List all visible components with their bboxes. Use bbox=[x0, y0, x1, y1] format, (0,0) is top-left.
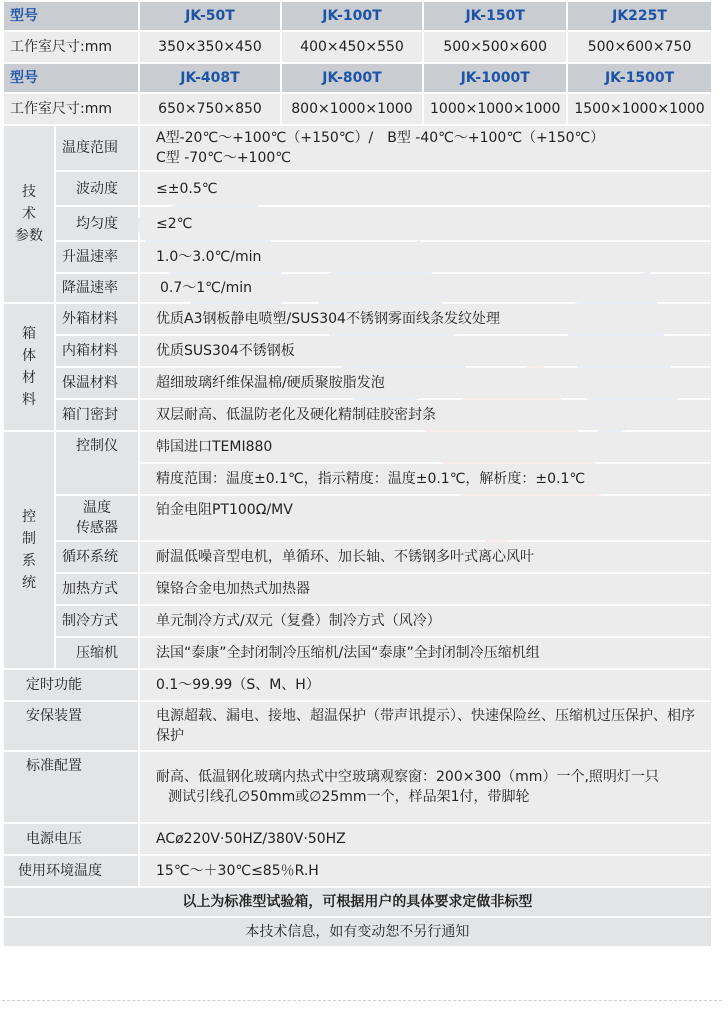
tech-row-fluctuation bbox=[4, 172, 711, 205]
model-name: JK-800T bbox=[282, 64, 422, 92]
spec-label: 电源电压 bbox=[4, 824, 138, 854]
standard-row bbox=[4, 752, 711, 822]
spec-value: 铂金电阻PT100Ω/MV bbox=[140, 496, 711, 540]
spec-label: 保温材料 bbox=[56, 368, 138, 398]
chamber-size-value: 500×600×750 bbox=[568, 32, 710, 62]
spec-value: 精度范围：温度±0.1℃，指示精度：温度±0.1℃，解析度：±0.1℃ bbox=[140, 464, 711, 494]
timer-row bbox=[4, 670, 711, 700]
model-name: JK-50T bbox=[140, 2, 280, 30]
spec-value: 韩国进口TEMI880 bbox=[140, 432, 711, 462]
model-name: JK-100T bbox=[282, 2, 422, 30]
standard-note: 以上为标准型试验箱，可根据用户的具体要求定做非标型 bbox=[4, 888, 711, 916]
control-category: 控 制 系 统 bbox=[4, 432, 54, 668]
spec-label: 标准配置 bbox=[4, 752, 138, 822]
tech-row-temp-range bbox=[4, 126, 711, 170]
spec-label: 温度范围 bbox=[56, 126, 138, 170]
tech-row-heat-rate bbox=[4, 242, 711, 272]
box-row-door-seal bbox=[4, 400, 711, 430]
spec-value: 双层耐高、低温防老化及硬化精制硅胶密封条 bbox=[140, 400, 711, 430]
control-row-controller-1 bbox=[4, 432, 711, 462]
model-header-row-2 bbox=[4, 64, 711, 92]
spec-value: 0.7～1℃/min bbox=[140, 274, 711, 302]
note-row-1 bbox=[4, 888, 711, 916]
box-row-outer bbox=[4, 304, 711, 334]
spec-value: 超细玻璃纤维保温棉/硬质聚胺脂发泡 bbox=[140, 368, 711, 398]
spec-value: 耐温低噪音型电机，单循环、加长轴、不锈钢多叶式离心风叶 bbox=[140, 542, 711, 572]
spec-label: 定时功能 bbox=[4, 670, 138, 700]
model-name: JK225T bbox=[568, 2, 710, 30]
model-name: JK-1000T bbox=[424, 64, 566, 92]
spec-label: 外箱材料 bbox=[56, 304, 138, 334]
tech-category: 技 术 参数 bbox=[4, 126, 54, 302]
model-name: JK-150T bbox=[424, 2, 566, 30]
chamber-size-row-2 bbox=[4, 94, 711, 124]
spec-value: 优质A3钢板静电喷塑/SUS304不锈钢雾面线条发纹处理 bbox=[140, 304, 711, 334]
power-row bbox=[4, 824, 711, 854]
tech-row-cool-rate bbox=[4, 274, 711, 302]
spec-value: ≤2℃ bbox=[140, 207, 711, 240]
tech-row-uniformity bbox=[4, 207, 711, 240]
chamber-size-value: 800×1000×1000 bbox=[282, 94, 422, 124]
spec-value: A型-20℃～+100℃（+150℃）/ B型 -40℃～+100℃（+150℃） C型 -70℃～+100℃ bbox=[140, 126, 711, 170]
spec-label: 循环系统 bbox=[56, 542, 138, 572]
chamber-size-value: 500×500×600 bbox=[424, 32, 566, 62]
note-row-2 bbox=[4, 918, 711, 946]
spec-label: 温度 传感器 bbox=[56, 496, 138, 540]
spec-label: 升温速率 bbox=[56, 242, 138, 272]
disclaimer-note: 本技术信息，如有变动恕不另行通知 bbox=[4, 918, 711, 946]
model-header-row-1 bbox=[4, 2, 711, 30]
spec-value: 单元制冷方式/双元（复叠）制冷方式（风冷） bbox=[140, 606, 711, 636]
spec-value: 1.0～3.0℃/min bbox=[140, 242, 711, 272]
safety-row bbox=[4, 702, 711, 750]
spec-label: 使用环境温度 bbox=[4, 856, 138, 886]
box-row-inner bbox=[4, 336, 711, 366]
spec-value: 15℃～＋30℃≤85％R.H bbox=[140, 856, 711, 886]
spec-label: 加热方式 bbox=[56, 574, 138, 604]
model-name: JK-1500T bbox=[568, 64, 710, 92]
spec-label: 箱门密封 bbox=[56, 400, 138, 430]
spec-value: ≤±0.5℃ bbox=[140, 172, 711, 205]
box-row-insulation bbox=[4, 368, 711, 398]
spec-label: 压缩机 bbox=[56, 638, 138, 668]
box-category: 箱 体 材 料 bbox=[4, 304, 54, 430]
spec-label: 控制仪 bbox=[56, 432, 138, 494]
spec-label: 制冷方式 bbox=[56, 606, 138, 636]
spec-value: ACø220V·50HZ/380V·50HZ bbox=[140, 824, 711, 854]
spec-value: 电源超载、漏电、接地、超温保护（带声讯提示）、快速保险丝、压缩机过压保护、相序保护 bbox=[140, 702, 711, 750]
spec-label: 内箱材料 bbox=[56, 336, 138, 366]
spec-value: 法国“泰康”全封闭制冷压缩机/法国“泰康”全封闭制冷压缩机组 bbox=[140, 638, 711, 668]
chamber-size-value: 400×450×550 bbox=[282, 32, 422, 62]
model-label: 型号 bbox=[4, 64, 138, 92]
chamber-size-value: 1000×1000×1000 bbox=[424, 94, 566, 124]
model-name: JK-408T bbox=[140, 64, 280, 92]
control-row-circulation bbox=[4, 542, 711, 572]
chamber-size-row-1 bbox=[4, 32, 711, 62]
spec-label: 波动度 bbox=[56, 172, 138, 205]
bottom-divider bbox=[2, 1000, 722, 1012]
control-row-cooling bbox=[4, 606, 711, 636]
spec-label: 均匀度 bbox=[56, 207, 138, 240]
spec-value: 优质SUS304不锈钢板 bbox=[140, 336, 711, 366]
env-row bbox=[4, 856, 711, 886]
spec-value: 耐高、低温钢化玻璃内热式中空玻璃观察窗：200×300（mm）一个,照明灯一只 测试引线孔∅50mm或∅25mm一个，样品架1付，带脚轮 bbox=[140, 752, 711, 822]
control-row-compressor bbox=[4, 638, 711, 668]
spec-label: 安保装置 bbox=[4, 702, 138, 750]
control-row-sensor bbox=[4, 496, 711, 540]
chamber-size-value: 350×350×450 bbox=[140, 32, 280, 62]
model-label: 型号 bbox=[4, 2, 138, 30]
chamber-size-value: 1500×1000×1000 bbox=[568, 94, 710, 124]
control-row-heating bbox=[4, 574, 711, 604]
spec-label: 降温速率 bbox=[56, 274, 138, 302]
spec-value: 镍铬合金电加热式加热器 bbox=[140, 574, 711, 604]
spec-value: 0.1～99.99（S、M、H） bbox=[140, 670, 711, 700]
spec-table bbox=[2, 0, 713, 948]
chamber-size-value: 650×750×850 bbox=[140, 94, 280, 124]
chamber-size-label: 工作室尺寸:mm bbox=[4, 94, 138, 124]
chamber-size-label: 工作室尺寸:mm bbox=[4, 32, 138, 62]
